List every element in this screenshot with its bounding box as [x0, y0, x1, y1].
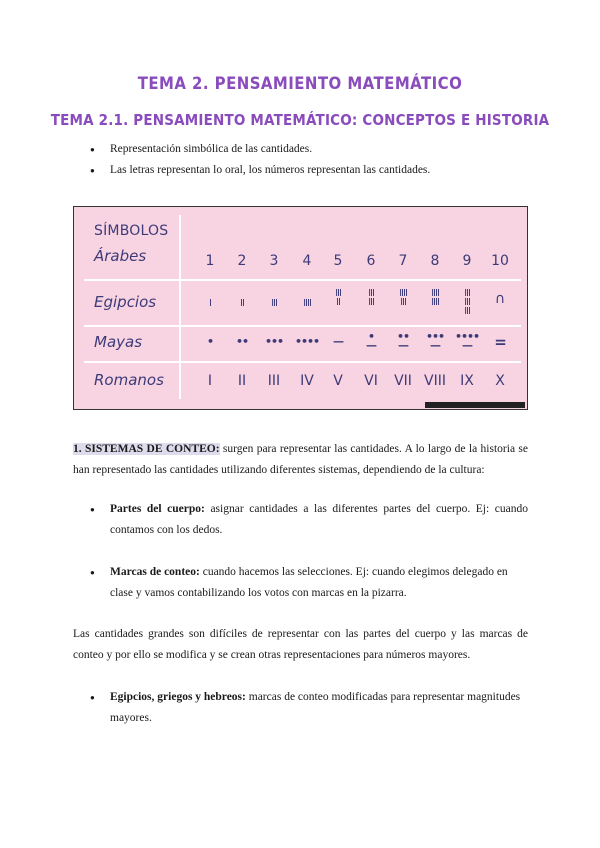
row-label-egipcios: Egipcios	[94, 293, 157, 311]
section-1-paragraph	[73, 439, 528, 481]
row-label-romanos: Romanos	[94, 371, 164, 389]
egyptian-2: II	[240, 298, 244, 309]
bullet-text: cuando hacemos las selecciones. Ej: cuando elegimos delegado en clase y vamos contabilizando los votos con marcas en la pizarra.	[110, 566, 508, 599]
arabic-6: 6	[366, 253, 376, 269]
egyptian-5: III II	[335, 288, 341, 308]
egyptian-9: III III III	[464, 288, 470, 317]
list-item	[90, 562, 528, 604]
bullet-bold-term: Egipcios, griegos y hebreos:	[110, 691, 246, 703]
arabic-10: 10	[491, 253, 509, 269]
roman-9: IX	[460, 373, 474, 389]
paragraph-2: Las cantidades grandes son difíciles de representar con las partes del cuerpo y las marcas de conteo y por ello se modifica y se crean otras representaciones para números mayores.	[73, 628, 528, 661]
arabic-4: 4	[302, 253, 312, 269]
mayan-3: •••	[264, 335, 284, 348]
arabic-1: 1	[205, 253, 215, 269]
roman-2: II	[237, 373, 247, 389]
mayan-10: =	[494, 333, 506, 351]
roman-4: IV	[300, 373, 314, 389]
page-title: TEMA 2. PENSAMIENTO MATEMÁTICO	[137, 74, 463, 94]
number-systems-figure	[73, 206, 528, 410]
roman-10: X	[495, 373, 505, 389]
mayan-5: —	[333, 335, 343, 348]
arabic-5: 5	[333, 253, 343, 269]
egyptian-6: III III	[368, 288, 374, 308]
column-divider	[179, 215, 181, 399]
row-label-mayas: Mayas	[94, 333, 143, 351]
roman-1: I	[207, 373, 213, 389]
roman-3: III	[267, 373, 281, 389]
egyptian-4: IIII	[303, 298, 311, 309]
row-divider	[84, 361, 521, 363]
bullet-marcas-de-conteo	[90, 562, 528, 604]
mayan-4: ••••	[294, 335, 320, 348]
roman-8: VIII	[424, 373, 446, 389]
bullet-bold-term: Partes del cuerpo:	[110, 503, 205, 515]
list-item: ● Representación simbólica de las cantidades.	[90, 139, 430, 160]
arabic-2: 2	[237, 253, 247, 269]
list-item	[90, 499, 528, 541]
arabic-3: 3	[269, 253, 279, 269]
bullet-text: asignar cantidades a las diferentes partes del cuerpo. Ej: cuando contamos con los dedos.	[110, 503, 528, 536]
section-1-text: surgen para representar las cantidades. A lo largo de la historia se han representado las cantidades utilizando diferentes sistemas, dependiendo de la cultura:	[73, 443, 528, 476]
egyptian-8: IIII IIII	[431, 288, 439, 308]
image-credit-strip	[425, 402, 525, 408]
mayan-2: ••	[235, 335, 249, 348]
mayan-6: • —	[366, 330, 376, 352]
egyptian-10: ∩	[494, 291, 506, 307]
bullet-partes-del-cuerpo	[90, 499, 528, 541]
bullet-egipcios-griegos-hebreos	[90, 687, 528, 729]
egyptian-1: I	[209, 298, 211, 309]
mayan-7: •• —	[396, 330, 410, 352]
mayan-1: •	[206, 335, 214, 348]
roman-7: VII	[394, 373, 412, 389]
mayan-9: •••• —	[454, 330, 480, 352]
row-divider	[84, 325, 521, 327]
intro-bullet-list	[90, 139, 430, 181]
arabic-7: 7	[398, 253, 408, 269]
mayan-8: ••• —	[425, 330, 445, 352]
row-divider	[84, 279, 521, 281]
arabic-9: 9	[462, 253, 472, 269]
bullet-text: marcas de conteo modificadas para representar magnitudes mayores.	[110, 691, 521, 724]
egyptian-7: IIII III	[399, 288, 407, 308]
page-subtitle: TEMA 2.1. PENSAMIENTO MATEMÁTICO: CONCEPTOS E HISTORIA	[50, 111, 550, 129]
section-1-heading: 1. SISTEMAS DE CONTEO:	[73, 443, 220, 455]
symbols-table	[84, 215, 521, 399]
row-label-arabes: Árabes	[94, 247, 147, 265]
list-item	[90, 687, 528, 729]
roman-5: V	[333, 373, 343, 389]
egyptian-3: III	[271, 298, 277, 309]
header-simbolos: SÍMBOLOS	[94, 223, 169, 239]
bullet-bold-term: Marcas de conteo:	[110, 566, 200, 578]
arabic-8: 8	[430, 253, 440, 269]
list-item: ● Las letras representan lo oral, los números representan las cantidades.	[90, 160, 430, 181]
roman-6: VI	[364, 373, 378, 389]
